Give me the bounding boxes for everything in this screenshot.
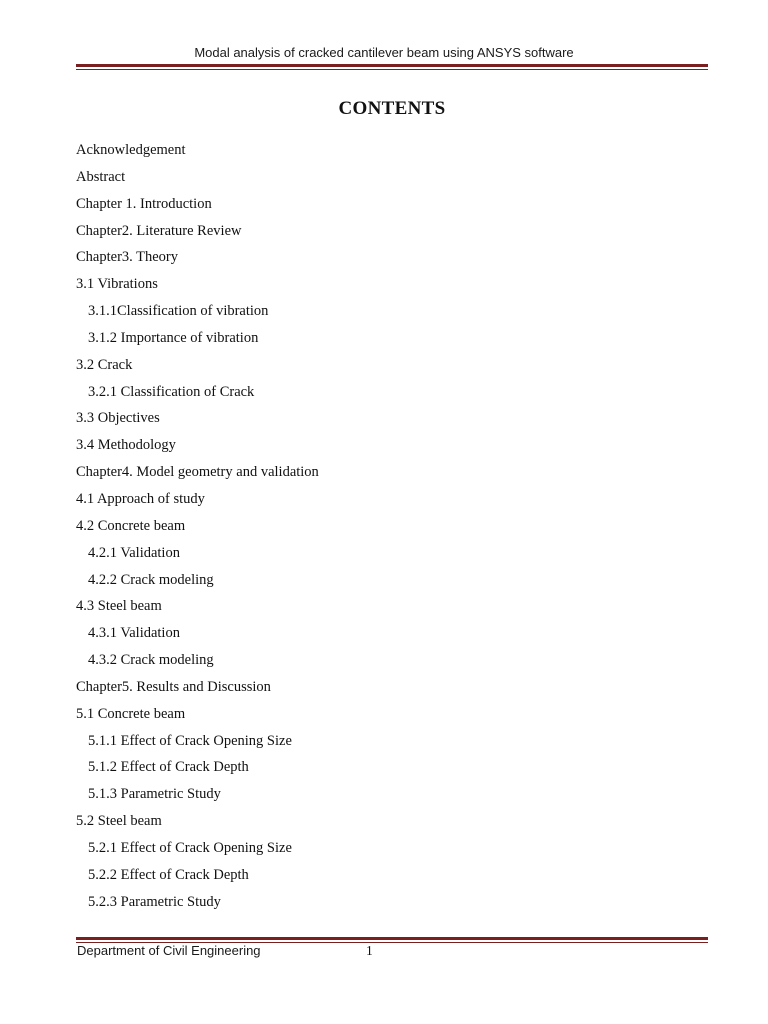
toc-entry: 5.1.3 Parametric Study — [88, 786, 221, 803]
toc-entry: 4.2.2 Crack modeling — [88, 571, 214, 588]
toc-entry: Chapter2. Literature Review — [76, 222, 242, 239]
toc-entry: 3.1.1Classification of vibration — [88, 303, 269, 320]
toc-entry: 4.3.2 Crack modeling — [88, 652, 214, 669]
toc-entry: Chapter4. Model geometry and validation — [76, 464, 319, 481]
toc-entry: 5.1 Concrete beam — [76, 705, 186, 722]
toc-entry: 4.2.1 Validation — [88, 544, 180, 561]
toc-entry: 5.2 Steel beam — [76, 813, 162, 830]
toc-entry: 4.3 Steel beam — [76, 598, 162, 615]
toc-entry: 5.2.2 Effect of Crack Depth — [88, 866, 249, 883]
table-of-contents — [76, 140, 319, 918]
toc-entry: 5.2.1 Effect of Crack Opening Size — [88, 839, 292, 856]
toc-entry: 4.2 Concrete beam — [76, 517, 186, 534]
header-rule — [76, 64, 708, 70]
page-number: 1 — [366, 943, 373, 958]
toc-entry: 5.1.1 Effect of Crack Opening Size — [88, 732, 292, 749]
toc-entry: 5.1.2 Effect of Crack Depth — [88, 759, 249, 776]
toc-entry: 5.2.3 Parametric Study — [88, 893, 221, 910]
toc-entry: 3.3 Objectives — [76, 410, 160, 427]
toc-entry: 3.2 Crack — [76, 356, 133, 373]
toc-entry: Abstract — [76, 168, 126, 185]
toc-entry: Chapter 1. Introduction — [76, 195, 212, 212]
page-title: CONTENTS — [338, 98, 446, 119]
header-title: Modal analysis of cracked cantilever beam using ANSYS software — [194, 45, 574, 60]
toc-entry: Chapter5. Results and Discussion — [76, 678, 271, 695]
toc-entry: Chapter3. Theory — [76, 249, 179, 266]
footer-department: Department of Civil Engineering — [77, 943, 261, 958]
toc-entry: Acknowledgement — [76, 142, 186, 158]
header-rule-thin — [76, 69, 708, 70]
toc-entry: 3.1 Vibrations — [76, 276, 158, 293]
toc-entry: 3.2.1 Classification of Crack — [88, 383, 255, 400]
toc-entry: 4.1 Approach of study — [76, 490, 205, 507]
toc-entry: 3.1.2 Importance of vibration — [88, 329, 259, 346]
toc-entry: 3.4 Methodology — [76, 437, 176, 454]
toc-entry: 4.3.1 Validation — [88, 625, 180, 642]
